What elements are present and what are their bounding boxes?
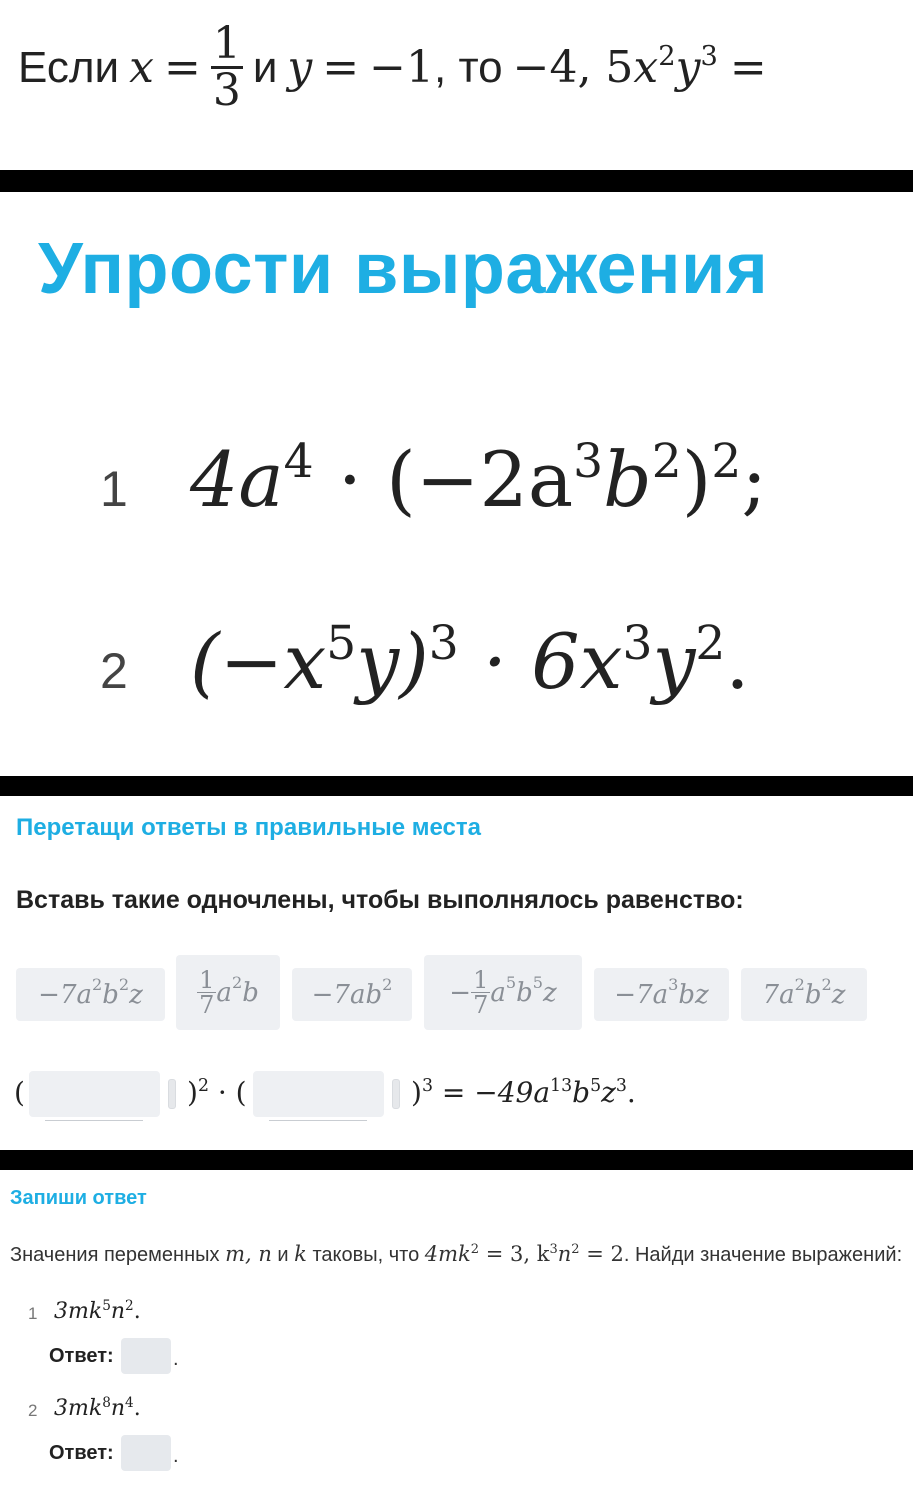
answer-chip[interactable]: $\frac{1}{7}$ a $^2$ b	[176, 955, 280, 1030]
rhs-end: .	[626, 1076, 636, 1109]
expr-y: y	[675, 42, 701, 93]
answer-chip[interactable]: −7ab $^2$	[292, 968, 412, 1021]
cond-part: = 2	[579, 1242, 624, 1266]
exponent: 2	[470, 1241, 480, 1257]
answer-label: Ответ:	[49, 1442, 114, 1464]
expr-part: 3mk	[54, 1299, 103, 1324]
chip-fraction	[471, 968, 490, 1017]
expr-part: · 6x	[458, 617, 623, 706]
answer-input[interactable]	[121, 1435, 171, 1471]
equation-rhs	[411, 1076, 636, 1109]
problem-substitution	[0, 0, 913, 170]
fraction-numerator: 1	[199, 966, 215, 994]
expr-x-exp: 2	[658, 41, 676, 73]
answer-dot: .	[173, 1348, 179, 1370]
chip-part: z	[831, 979, 846, 1010]
fraction-numerator: 1	[212, 18, 241, 69]
expr-part: y	[652, 617, 696, 706]
substitution-statement	[18, 18, 777, 116]
statement-var: k	[294, 1242, 307, 1266]
question-expression	[54, 1396, 141, 1421]
drag-handle[interactable]	[168, 1079, 176, 1109]
exponent: 3	[615, 1076, 627, 1097]
statement-text: таковы, что	[306, 1244, 425, 1266]
question-number: 2	[28, 1401, 38, 1420]
expr-part: (−x	[190, 617, 327, 706]
divider	[0, 170, 913, 192]
then-text: , то	[434, 42, 503, 92]
item-expression	[190, 435, 767, 524]
item-number: 1	[100, 461, 128, 517]
statement-prefix: Если	[18, 42, 120, 92]
drop-zone-2[interactable]	[253, 1071, 384, 1117]
section-title: Упрости выражения	[38, 229, 769, 309]
task-instruction: Вставь такие одночлены, чтобы выполнялось равенство:	[16, 886, 744, 914]
expr-part: · (−2a	[313, 435, 574, 524]
drag-handle[interactable]	[392, 1079, 400, 1109]
exponent: 13	[550, 1076, 573, 1097]
chip-part: z	[129, 979, 143, 1010]
task-heading: Запиши ответ	[10, 1187, 147, 1209]
fraction-numerator: 1	[473, 966, 489, 994]
chip-part: a	[216, 977, 232, 1008]
close-paren: )	[411, 1076, 422, 1109]
question-number: 1	[28, 1304, 38, 1323]
chip-part: b	[516, 977, 533, 1008]
chip-sign: −	[449, 977, 472, 1008]
expr-x: x	[633, 42, 659, 93]
equation-middle	[187, 1076, 247, 1109]
fraction-denominator: 7	[473, 991, 489, 1019]
statement-text: Значения переменных	[10, 1244, 226, 1266]
expr-coef: −4, 5	[512, 42, 634, 93]
expr-exp: 2	[711, 433, 742, 489]
exponent: 2	[125, 1297, 134, 1314]
open-paren: (	[14, 1076, 25, 1109]
expr-end: .	[133, 1396, 141, 1421]
statement-vars: m, n	[225, 1242, 272, 1266]
expr-part: n	[110, 1396, 126, 1421]
chip-part: b	[242, 977, 259, 1008]
task-statement	[10, 1242, 902, 1267]
exponent: 3	[421, 1076, 433, 1097]
expr-end: .	[133, 1299, 141, 1324]
expr-part: b	[603, 435, 652, 524]
statement-text: . Найди значение выражений:	[623, 1244, 903, 1266]
chip-part: a	[490, 977, 506, 1008]
rhs-part: b	[572, 1076, 591, 1109]
simplify-item-2	[100, 617, 750, 706]
expr-part: )	[681, 435, 712, 524]
chip-part: −7a	[614, 979, 669, 1010]
cond-part: 4mk	[424, 1242, 471, 1266]
answer-dot: .	[173, 1445, 179, 1467]
expr-exp: 2	[651, 433, 682, 489]
var-y: y	[287, 42, 313, 93]
exponent: 2	[571, 1241, 580, 1257]
exponent: 2	[197, 1076, 209, 1097]
var-x: x	[129, 42, 154, 93]
expr-exp: 2	[695, 615, 726, 671]
answer-chip[interactable]: − $\frac{1}{7}$ a $^5$ b $^5$ z	[424, 955, 582, 1030]
fraction-denominator: 3	[212, 65, 241, 116]
question-expression	[54, 1299, 141, 1324]
expr-part: ;	[741, 435, 767, 524]
fraction-one-third	[211, 18, 243, 116]
item-number: 2	[100, 643, 128, 699]
task-heading: Перетащи ответы в правильные места	[16, 814, 481, 841]
close-paren: )	[187, 1076, 198, 1109]
statement-text: и	[271, 1244, 295, 1266]
condition	[425, 1242, 624, 1266]
expr-part: y)	[356, 617, 429, 706]
expr-exp: 5	[326, 615, 357, 671]
exponent: 8	[102, 1394, 111, 1411]
expr-exp: 4	[283, 433, 314, 489]
drop-underline	[269, 1120, 367, 1121]
cond-part: n	[557, 1242, 572, 1266]
item-expression	[190, 617, 750, 706]
equals-sign: =	[729, 42, 767, 93]
expr-part: n	[110, 1299, 126, 1324]
conjunction: и	[252, 42, 278, 92]
chip-part: b	[102, 979, 119, 1010]
expr-part: 4a	[190, 435, 284, 524]
answer-label: Ответ:	[49, 1345, 114, 1367]
exponent: 4	[125, 1394, 134, 1411]
divider	[0, 1150, 913, 1170]
chip-part: −7a	[38, 979, 92, 1010]
answer-chip[interactable]: −7a $^3$ bz	[594, 968, 729, 1021]
drop-underline	[45, 1120, 143, 1121]
target-expression	[513, 42, 718, 93]
exponent: 5	[102, 1297, 111, 1314]
equals-sign: =	[322, 42, 360, 93]
simplify-item-1	[100, 435, 767, 524]
divider	[0, 776, 913, 796]
exponent: 3	[549, 1241, 558, 1257]
expr-part: 3mk	[54, 1396, 103, 1421]
expr-exp: 3	[622, 615, 653, 671]
answer-input[interactable]	[121, 1338, 171, 1374]
answer-chip[interactable]: 7a $^2$ b $^2$ z	[741, 968, 867, 1021]
rhs-part: z	[601, 1076, 616, 1109]
chip-fraction	[197, 968, 216, 1017]
rhs-part: = −49a	[432, 1076, 551, 1109]
chip-part: bz	[678, 979, 709, 1010]
chip-part: z	[543, 977, 557, 1008]
expr-exp: 3	[428, 615, 459, 671]
multiply-open: · (	[208, 1076, 247, 1109]
answer-chip[interactable]: −7a $^2$ b $^2$ z	[16, 968, 165, 1021]
drop-zone-1[interactable]	[29, 1071, 160, 1117]
y-value: −1	[369, 42, 434, 93]
chip-part: −7ab	[311, 979, 383, 1010]
chip-part: 7a	[762, 979, 795, 1010]
exponent: 5	[590, 1076, 602, 1097]
expr-exp: 3	[573, 433, 604, 489]
cond-part: = 3, k	[479, 1242, 550, 1266]
expr-part: .	[725, 617, 750, 706]
expr-y-exp: 3	[700, 41, 718, 73]
chip-part: b	[804, 979, 822, 1010]
equals-sign: =	[163, 42, 201, 93]
fraction-denominator: 7	[199, 991, 215, 1019]
